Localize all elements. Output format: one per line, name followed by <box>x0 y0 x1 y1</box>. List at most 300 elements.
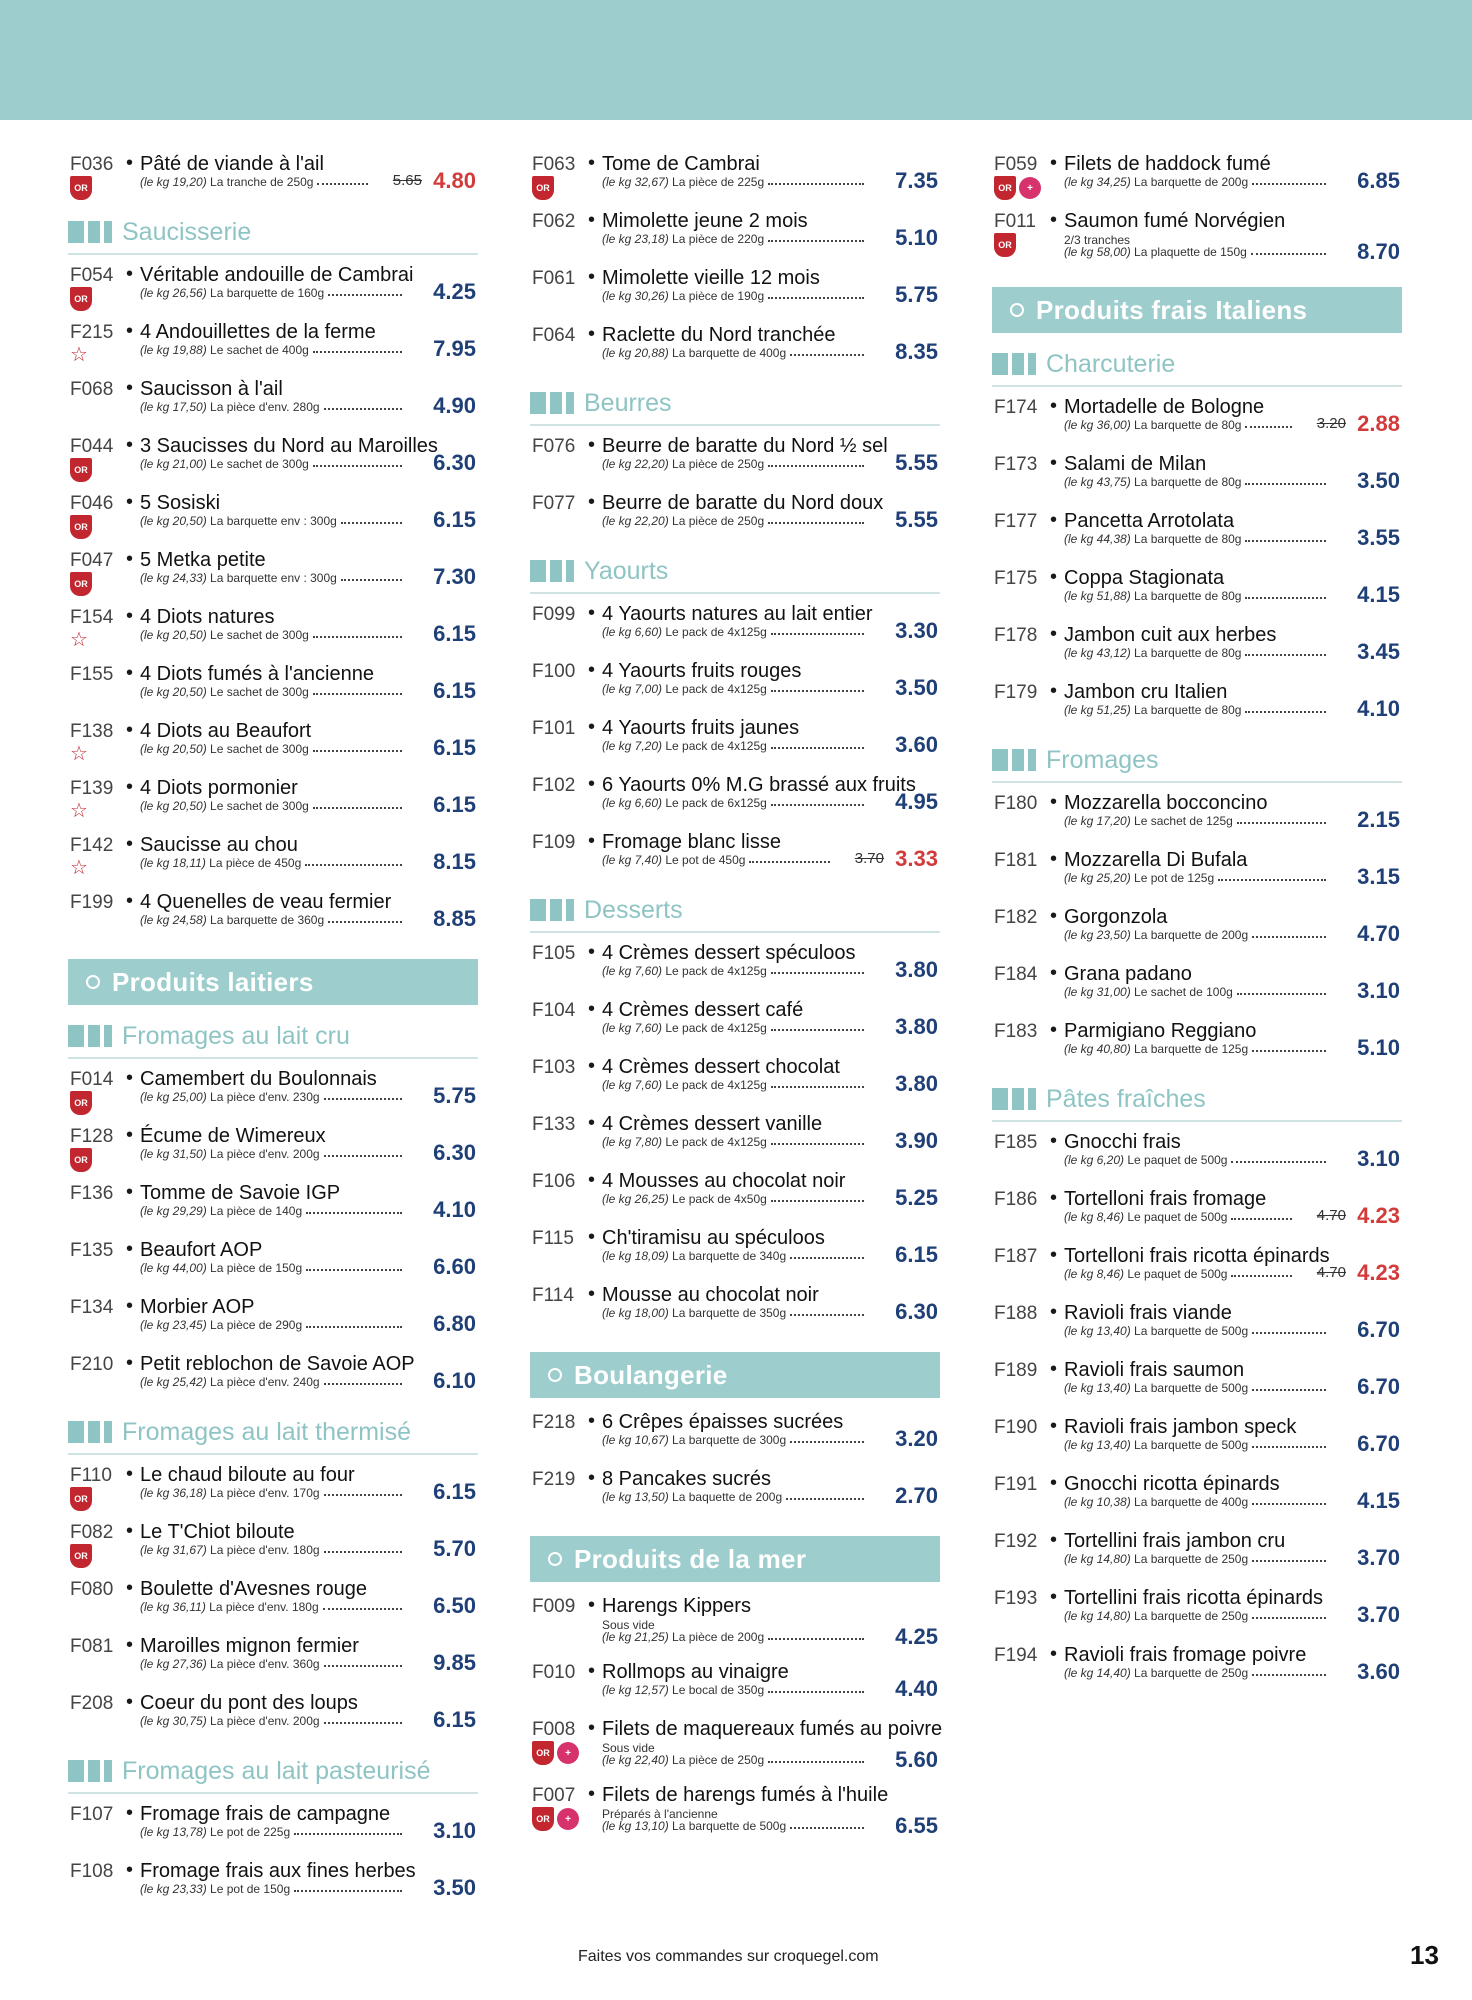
product-code: F108 <box>70 1861 114 1882</box>
product-name: Coeur du pont des loups <box>140 1692 358 1714</box>
product-name: Mozzarella Di Bufala <box>1064 849 1248 871</box>
product-code: F210 <box>70 1354 114 1375</box>
price: 6.70 <box>1357 1374 1400 1399</box>
subsection-title-label: Fromages au lait pasteurisé <box>122 1756 431 1785</box>
product-detail <box>602 514 764 528</box>
bullet-icon: • <box>1050 623 1058 645</box>
bullet-icon: • <box>588 602 596 624</box>
price-per-kg: (le kg 26,56) <box>140 286 207 300</box>
dotted-leader <box>768 297 864 299</box>
subsection-title <box>530 382 940 426</box>
dotted-leader <box>306 1326 402 1328</box>
product-detail <box>602 457 764 471</box>
price-per-kg: (le kg 10,38) <box>1064 1495 1131 1509</box>
price: 6.55 <box>895 1813 938 1838</box>
dotted-leader <box>305 864 402 866</box>
product-detail <box>140 1147 320 1161</box>
price: 6.15 <box>433 1479 476 1504</box>
dotted-leader <box>294 1890 402 1892</box>
product-code: F063 <box>532 154 576 175</box>
product-item <box>68 489 478 546</box>
product-item <box>992 789 1402 846</box>
dotted-leader <box>768 1761 864 1763</box>
product-name: 5 Sosiski <box>140 492 221 514</box>
product-name: 4 Diots natures <box>140 606 275 628</box>
package-size: La pièce d'env. 200g <box>210 1714 320 1728</box>
price: 6.30 <box>433 1140 476 1165</box>
badge-group <box>70 344 88 366</box>
product-name: Raclette du Nord tranchée <box>602 324 836 346</box>
product-name: Fromage blanc lisse <box>602 831 781 853</box>
product-item <box>992 393 1402 450</box>
product-item <box>992 1242 1402 1299</box>
product-item <box>992 1641 1402 1698</box>
dotted-leader <box>1218 879 1326 881</box>
bullet-icon: • <box>1050 452 1058 474</box>
product-name: Pâté de viande à l'ail <box>140 153 324 175</box>
price-per-kg: (le kg 31,00) <box>1064 985 1131 999</box>
bullet-icon: • <box>1050 1643 1058 1665</box>
price-per-kg: (le kg 23,33) <box>140 1882 207 1896</box>
badge-group <box>532 176 554 200</box>
price-per-kg: (le kg 25,20) <box>1064 871 1131 885</box>
package-size: La pièce d'env. 200g <box>210 1147 320 1161</box>
label-or-icon: OR <box>70 1148 92 1172</box>
product-item <box>992 960 1402 1017</box>
package-size: La pièce d'env. 230g <box>210 1090 320 1104</box>
promo-price: 2.88 <box>1357 411 1400 436</box>
product-item <box>992 678 1402 735</box>
bullet-icon: • <box>126 1067 134 1089</box>
subsection-title <box>68 211 478 255</box>
label-or-icon: OR <box>70 1544 92 1568</box>
price: 5.10 <box>895 225 938 250</box>
product-name: 6 Crêpes épaisses sucrées <box>602 1411 844 1433</box>
product-item <box>530 321 940 378</box>
bullet-icon: • <box>588 1226 596 1248</box>
bullet-icon: • <box>1050 1529 1058 1551</box>
price-per-kg: (le kg 36,18) <box>140 1486 207 1500</box>
bullet-icon: • <box>126 890 134 912</box>
package-size: La pièce de 140g <box>210 1204 303 1218</box>
label-or-icon: OR <box>70 1091 92 1115</box>
product-code: F187 <box>994 1246 1038 1267</box>
product-detail <box>1064 1666 1248 1680</box>
product-detail <box>140 1261 302 1275</box>
badge-group <box>70 287 92 311</box>
package-size: Le sachet de 300g <box>210 457 309 471</box>
price: 3.10 <box>1357 978 1400 1003</box>
product-code: F010 <box>532 1662 576 1683</box>
price: 9.85 <box>433 1650 476 1675</box>
price: 6.10 <box>433 1368 476 1393</box>
bullet-icon: • <box>1050 1301 1058 1323</box>
bullet-icon: • <box>126 662 134 684</box>
product-detail <box>1064 646 1241 660</box>
product-name: Gnocchi ricotta épinards <box>1064 1473 1280 1495</box>
price: 6.30 <box>895 1299 938 1324</box>
bullet-icon: • <box>588 491 596 513</box>
price-per-kg: (le kg 44,38) <box>1064 532 1131 546</box>
price: 7.35 <box>895 168 938 193</box>
dotted-leader <box>768 1691 864 1693</box>
product-name: Saucisse au chou <box>140 834 298 856</box>
badge-group <box>70 1091 92 1115</box>
package-size: La barquette de 80g <box>1134 589 1242 603</box>
badge-group <box>70 458 92 482</box>
bullet-icon: • <box>126 320 134 342</box>
product-detail <box>602 1490 782 1504</box>
product-name: Pancetta Arrotolata <box>1064 510 1235 532</box>
product-code: F062 <box>532 211 576 232</box>
bullet-icon: • <box>588 1283 596 1305</box>
package-size: Le sachet de 125g <box>1134 814 1233 828</box>
product-code: F046 <box>70 493 114 514</box>
product-code: F133 <box>532 1114 576 1135</box>
product-detail <box>602 289 764 303</box>
dotted-leader <box>324 1383 402 1385</box>
subsection-title-label: Fromages <box>1046 745 1159 774</box>
price: 5.75 <box>895 282 938 307</box>
package-size: La barquette de 125g <box>1134 1042 1249 1056</box>
product-item <box>992 846 1402 903</box>
bullet-icon: • <box>588 830 596 852</box>
product-detail <box>1064 703 1241 717</box>
dotted-leader <box>1237 822 1326 824</box>
product-item <box>68 660 478 717</box>
price-per-kg: (le kg 13,50) <box>602 1490 669 1504</box>
product-detail <box>140 1543 320 1557</box>
badge-group <box>70 800 88 822</box>
bullet-icon: • <box>126 1238 134 1260</box>
bars-icon <box>68 221 112 243</box>
price: 5.10 <box>1357 1035 1400 1060</box>
ring-icon <box>1010 303 1024 317</box>
package-size: La pièce d'env. 240g <box>210 1375 320 1389</box>
price-per-kg: (le kg 20,50) <box>140 799 207 813</box>
product-item <box>530 1781 940 1847</box>
bullet-icon: • <box>1050 509 1058 531</box>
bullet-icon: • <box>126 152 134 174</box>
price: 5.25 <box>895 1185 938 1210</box>
bars-icon <box>530 560 574 582</box>
bullet-icon: • <box>1050 209 1058 231</box>
product-code: F154 <box>70 607 114 628</box>
price: 7.95 <box>433 336 476 361</box>
product-code: F173 <box>994 454 1038 475</box>
price-per-kg: (le kg 18,00) <box>602 1306 669 1320</box>
bullet-icon: • <box>588 659 596 681</box>
product-item <box>68 1065 478 1122</box>
price-per-kg: (le kg 23,18) <box>602 232 669 246</box>
dotted-leader <box>1245 540 1326 542</box>
product-item <box>992 1185 1402 1242</box>
product-name: Le T'Chiot biloute <box>140 1521 295 1543</box>
product-item <box>992 150 1402 207</box>
product-item <box>992 1356 1402 1413</box>
column-1 <box>68 150 478 1914</box>
dotted-leader <box>1252 1617 1326 1619</box>
package-size: Le pot de 225g <box>210 1825 291 1839</box>
product-item <box>68 603 478 660</box>
price-per-kg: (le kg 23,45) <box>140 1318 207 1332</box>
product-name: Filets de maquereaux fumés au poivre <box>602 1718 943 1740</box>
product-code: F109 <box>532 832 576 853</box>
package-size: La pièce d'env. 180g <box>209 1600 319 1614</box>
package-size: La barquette de 160g <box>210 286 325 300</box>
price-per-kg: (le kg 24,33) <box>140 571 207 585</box>
price: 5.55 <box>895 450 938 475</box>
product-code: F155 <box>70 664 114 685</box>
page-number: 13 <box>1410 1940 1439 1970</box>
product-code: F178 <box>994 625 1038 646</box>
dotted-leader <box>1245 483 1326 485</box>
product-code: F188 <box>994 1303 1038 1324</box>
product-name: Boulette d'Avesnes rouge <box>140 1578 367 1600</box>
price: 6.15 <box>433 678 476 703</box>
dotted-leader <box>324 408 402 410</box>
product-subtitle: Sous vide <box>602 1618 655 1632</box>
product-name: Saumon fumé Norvégien <box>1064 210 1286 232</box>
badge-group <box>70 1544 92 1568</box>
product-item <box>68 1632 478 1689</box>
price-per-kg: (le kg 43,75) <box>1064 475 1131 489</box>
product-detail <box>140 799 309 813</box>
product-name: Salami de Milan <box>1064 453 1207 475</box>
subsection-title-label: Saucisserie <box>122 217 252 246</box>
column-3 <box>992 150 1402 1698</box>
price: 6.70 <box>1357 1431 1400 1456</box>
subsection-title <box>992 343 1402 387</box>
bullet-icon: • <box>1050 848 1058 870</box>
product-detail <box>140 628 309 642</box>
price-per-kg: (le kg 58,00) <box>1064 245 1131 259</box>
package-size: Le pack de 4x125g <box>665 1021 767 1035</box>
price: 3.10 <box>1357 1146 1400 1171</box>
old-price: 3.70 <box>854 850 884 867</box>
label-or-icon: OR <box>994 233 1016 257</box>
product-detail <box>602 1683 764 1697</box>
product-name: 4 Crèmes dessert vanille <box>602 1113 823 1135</box>
product-detail <box>602 232 764 246</box>
package-size: La pièce de 220g <box>672 232 765 246</box>
footer-text: Faites vos commandes sur croquegel.com <box>578 1948 879 1965</box>
product-code: F182 <box>994 907 1038 928</box>
dotted-leader <box>768 240 864 242</box>
price: 6.60 <box>433 1254 476 1279</box>
price-per-kg: (le kg 14,80) <box>1064 1609 1131 1623</box>
price: 6.80 <box>433 1311 476 1336</box>
product-code: F219 <box>532 1469 576 1490</box>
package-size: La barquette de 80g <box>1134 532 1242 546</box>
dotted-leader <box>790 354 864 356</box>
product-code: F185 <box>994 1132 1038 1153</box>
product-code: F181 <box>994 850 1038 871</box>
bullet-icon: • <box>588 716 596 738</box>
dotted-leader <box>771 804 864 806</box>
bullet-icon: • <box>1050 1358 1058 1380</box>
price-per-kg: (le kg 20,50) <box>140 685 207 699</box>
product-name: Coppa Stagionata <box>1064 567 1225 589</box>
label-or-icon: OR <box>532 176 554 200</box>
plus-icon: + <box>557 1742 579 1764</box>
dotted-leader <box>313 807 402 809</box>
dotted-leader <box>771 1029 864 1031</box>
package-size: La barquette de 500g <box>1134 1438 1249 1452</box>
product-detail <box>1064 589 1241 603</box>
product-item <box>530 264 940 321</box>
product-detail <box>602 1021 767 1035</box>
dotted-leader <box>1252 1560 1326 1562</box>
product-name: Mozzarella bocconcino <box>1064 792 1268 814</box>
bullet-icon: • <box>588 1410 596 1432</box>
product-code: F177 <box>994 511 1038 532</box>
product-detail <box>602 796 767 810</box>
product-detail <box>140 1714 320 1728</box>
price-per-kg: (le kg 30,26) <box>602 289 669 303</box>
product-detail <box>1064 814 1233 828</box>
product-detail <box>1064 418 1241 432</box>
product-name: Filets de harengs fumés à l'huile <box>602 1784 889 1806</box>
price-per-kg: (le kg 8,46) <box>1064 1210 1125 1224</box>
product-code: F134 <box>70 1297 114 1318</box>
product-item <box>530 771 940 828</box>
price-per-kg: (le kg 7,60) <box>602 1021 663 1035</box>
badge-group <box>70 857 88 879</box>
bullet-icon: • <box>588 1594 596 1616</box>
bullet-icon: • <box>126 1124 134 1146</box>
product-detail <box>1064 1210 1227 1224</box>
price-per-kg: (le kg 25,00) <box>140 1090 207 1104</box>
package-size: La plaquette de 150g <box>1134 245 1247 259</box>
bullet-icon: • <box>126 1634 134 1656</box>
dotted-leader <box>771 690 864 692</box>
price: 3.90 <box>895 1128 938 1153</box>
package-size: Le bocal de 350g <box>672 1683 765 1697</box>
section-title-label: Produits de la mer <box>574 1543 807 1574</box>
product-detail <box>140 1882 290 1896</box>
price-per-kg: (le kg 30,75) <box>140 1714 207 1728</box>
product-item <box>68 432 478 489</box>
product-item <box>992 903 1402 960</box>
product-name: 4 Yaourts fruits rouges <box>602 660 802 682</box>
bullet-icon: • <box>126 1691 134 1713</box>
promo-price: 4.80 <box>433 168 476 193</box>
product-name: Gnocchi frais <box>1064 1131 1181 1153</box>
package-size: La barquette env : 300g <box>210 571 337 585</box>
dotted-leader <box>771 747 864 749</box>
bars-icon <box>530 899 574 921</box>
product-detail <box>602 1078 767 1092</box>
product-code: F194 <box>994 1645 1038 1666</box>
price-per-kg: (le kg 17,50) <box>140 400 207 414</box>
dotted-leader <box>324 1494 402 1496</box>
dotted-leader <box>1252 1446 1326 1448</box>
bars-icon <box>992 353 1036 375</box>
package-size: La pièce de 225g <box>672 175 765 189</box>
product-item <box>530 996 940 1053</box>
price-per-kg: (le kg 7,20) <box>602 739 663 753</box>
section-title-label: Produits frais Italiens <box>1036 294 1308 325</box>
package-size: Le pack de 4x125g <box>665 964 767 978</box>
bullet-icon: • <box>1050 905 1058 927</box>
price-per-kg: (le kg 31,67) <box>140 1543 207 1557</box>
column-2 <box>530 150 943 1847</box>
price-per-kg: (le kg 10,67) <box>602 1433 669 1447</box>
package-size: La barquette de 400g <box>1134 1495 1249 1509</box>
product-name: Jambon cuit aux herbes <box>1064 624 1277 646</box>
product-name: Tortelloni frais fromage <box>1064 1188 1267 1210</box>
bullet-icon: • <box>126 605 134 627</box>
dotted-leader <box>1245 654 1326 656</box>
price: 8.35 <box>895 339 938 364</box>
bullet-icon: • <box>1050 962 1058 984</box>
product-detail <box>140 571 337 585</box>
product-code: F061 <box>532 268 576 289</box>
old-price: 4.70 <box>1316 1207 1346 1224</box>
dotted-leader <box>790 1314 864 1316</box>
dotted-leader <box>1237 993 1326 995</box>
product-code: F138 <box>70 721 114 742</box>
bullet-icon: • <box>588 152 596 174</box>
product-item <box>68 150 478 207</box>
star-icon: ☆ <box>70 344 88 366</box>
bullet-icon: • <box>1050 791 1058 813</box>
price-per-kg: (le kg 17,20) <box>1064 814 1131 828</box>
bullet-icon: • <box>1050 1244 1058 1266</box>
product-code: F139 <box>70 778 114 799</box>
package-size: La barquette de 80g <box>1134 418 1242 432</box>
product-code: F183 <box>994 1021 1038 1042</box>
dotted-leader <box>768 1638 864 1640</box>
star-icon: ☆ <box>70 629 88 651</box>
dotted-leader <box>1252 1050 1326 1052</box>
package-size: Le sachet de 100g <box>1134 985 1233 999</box>
package-size: La barquette de 360g <box>210 913 325 927</box>
dotted-leader <box>1245 711 1326 713</box>
price-per-kg: (le kg 31,50) <box>140 1147 207 1161</box>
price: 4.15 <box>1357 1488 1400 1513</box>
bars-icon <box>992 749 1036 771</box>
product-name: Petit reblochon de Savoie AOP <box>140 1353 415 1375</box>
bullet-icon: • <box>1050 1586 1058 1608</box>
dotted-leader <box>1252 936 1326 938</box>
price: 8.15 <box>433 849 476 874</box>
product-item <box>68 318 478 375</box>
product-item <box>992 1584 1402 1641</box>
product-detail <box>1064 1267 1227 1281</box>
badge-group <box>70 629 88 651</box>
ring-icon <box>548 1552 562 1566</box>
product-detail <box>1064 985 1233 999</box>
package-size: La pièce d'env. 180g <box>210 1543 320 1557</box>
bullet-icon: • <box>588 209 596 231</box>
package-size: Le sachet de 300g <box>210 742 309 756</box>
product-detail <box>602 1192 767 1206</box>
product-item <box>992 207 1402 273</box>
product-item <box>530 489 940 546</box>
product-item <box>530 657 940 714</box>
price-per-kg: (le kg 19,88) <box>140 343 207 357</box>
bullet-icon: • <box>126 1463 134 1485</box>
product-item <box>992 507 1402 564</box>
product-code: F081 <box>70 1636 114 1657</box>
dotted-leader <box>771 1086 864 1088</box>
product-item <box>530 1281 940 1338</box>
bullet-icon: • <box>126 263 134 285</box>
price: 3.70 <box>1357 1545 1400 1570</box>
bullet-icon: • <box>126 377 134 399</box>
